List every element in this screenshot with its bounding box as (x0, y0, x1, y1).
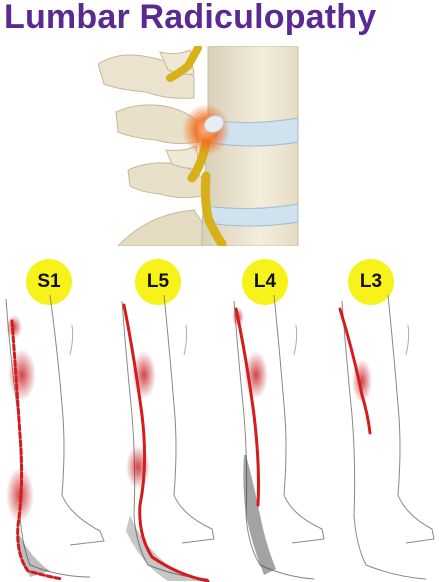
leg-diagram-l3 (326, 295, 436, 582)
leg-outline-back (50, 295, 104, 545)
root-badge-l3: L3 (348, 259, 394, 305)
lumbar-spine-illustration (98, 46, 308, 246)
leg-outline-back (274, 295, 324, 543)
dermatome-shading (126, 515, 208, 581)
root-badge-l4: L4 (242, 259, 288, 305)
leg-outline-back (388, 295, 434, 543)
pain-area-calf (126, 445, 150, 489)
pain-area-buttock (6, 315, 22, 339)
root-badge-l5: L5 (135, 259, 181, 305)
pain-area-thigh (8, 349, 36, 401)
leg-outline-front (6, 299, 90, 577)
leg-diagram-s1 (0, 295, 110, 582)
diagram-title: Lumbar Radiculopathy (4, 0, 377, 36)
leg-diagram-l4 (216, 295, 326, 582)
sacrum (118, 210, 202, 246)
leg-diagram-l5 (108, 295, 218, 582)
leg-outline-front (342, 301, 426, 579)
leg-outline-back (164, 295, 214, 543)
leg-outline-front (234, 301, 314, 579)
root-badge-s1: S1 (26, 259, 72, 305)
